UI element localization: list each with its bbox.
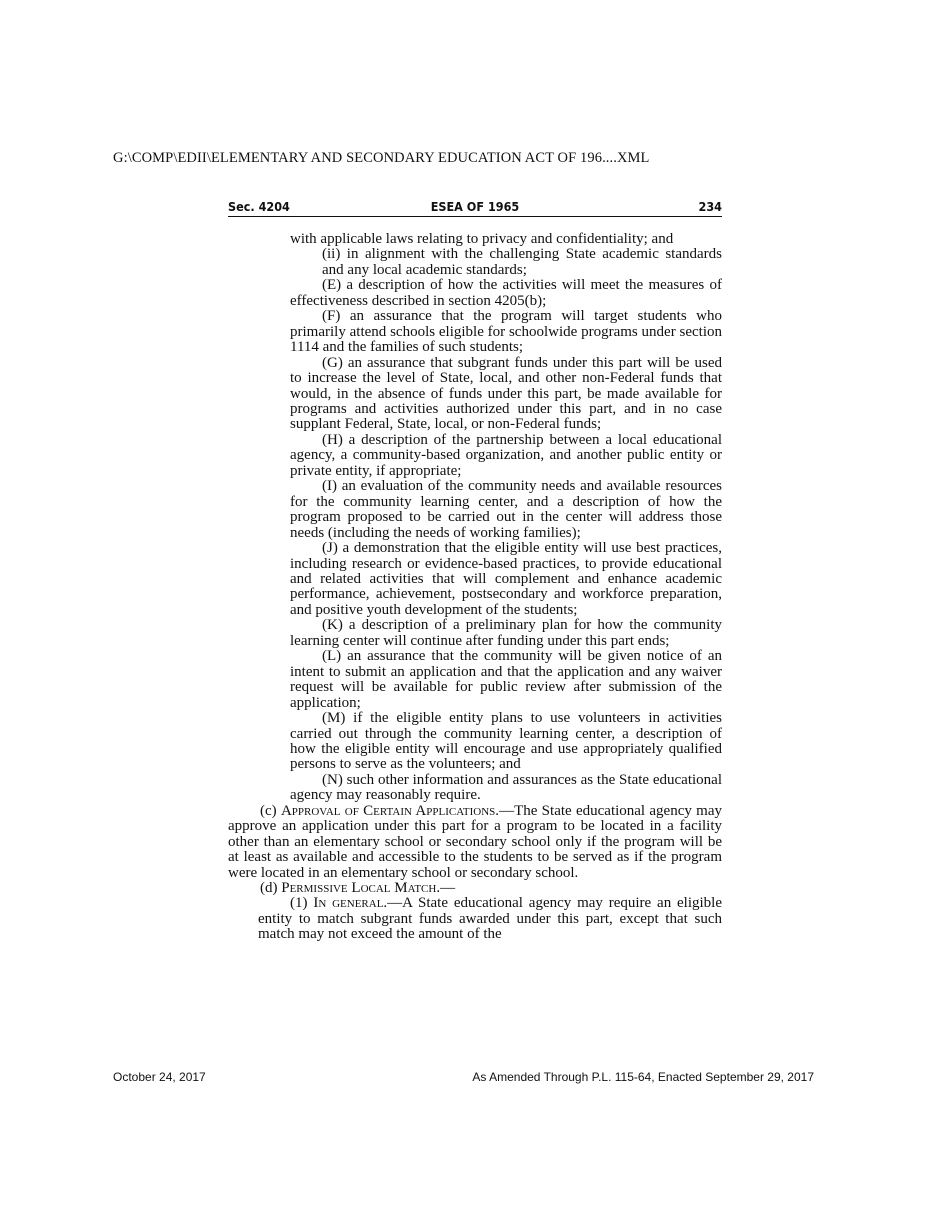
statute-body: [228, 232, 722, 943]
paragraph-d1: [258, 896, 722, 942]
subsection-c-text: —The State educational agency may approve an application under this part for a program to be located in a facility other than an elementary school or secondary school only if the program will be at least as available and accessible to the students to be served as if the program were located in an elementary school or secondary school.: [228, 802, 722, 881]
subsection-d-dash: —: [440, 880, 456, 897]
paragraph-d1-text: —A State educational agency may require an eligible entity to match subgrant funds awarded under this part, except that such match may not exceed the amount of the: [258, 895, 723, 943]
paragraph-d1-label: (1): [290, 895, 314, 912]
subparagraph-l: (L) an assurance that the community will be given notice of an intent to submit an application and that the application and any waiver request will be available for public review after submission of the application;: [290, 648, 722, 711]
subparagraph-h: (H) a description of the partnership between a local educational agency, a community-based organization, and another public entity or private entity, if appropriate;: [290, 431, 722, 479]
subparagraph-n: (N) such other information and assurances as the State educational agency may reasonably require.: [290, 771, 722, 804]
subsection-d-heading: Permissive Local Match.: [281, 880, 441, 897]
subparagraph-e: (E) a description of how the activities will meet the measures of effectiveness described in section 4205(b);: [290, 277, 722, 309]
subparagraph-i: (I) an evaluation of the community needs and available resources for the community learning center, and a description of how the program proposed to be carried out in the center will address those needs (including the needs of working families);: [290, 478, 722, 541]
page-number: 234: [698, 199, 722, 214]
section-number: Sec. 4204: [228, 199, 290, 214]
subsection-c-label: (c): [260, 802, 281, 819]
subsection-d-label: (d): [260, 880, 282, 897]
subparagraph-m: (M) if the eligible entity plans to use volunteers in activities carried out through the community learning center, a description of how the eligible entity will encourage and use appropriately qualified persons to serve as the volunteers; and: [290, 710, 722, 773]
file-path-header: G:\COMP\EDII\ELEMENTARY AND SECONDARY EDUCATION ACT OF 196....XML: [113, 150, 650, 166]
act-title: ESEA OF 1965: [430, 199, 520, 214]
subsection-c-heading: Approval of Certain Applications.: [280, 802, 500, 819]
running-head: [228, 198, 722, 217]
paragraph-continuation: with applicable laws relating to privacy and confidentiality; and: [290, 231, 674, 247]
clause-ii: [322, 247, 722, 278]
paragraph-d1-heading: In general.: [313, 895, 388, 912]
subparagraph-k: (K) a description of a preliminary plan for how the community learning center will continue after funding under this part ends;: [290, 617, 722, 649]
subsection-d: [228, 881, 722, 896]
clause-ii-text: (ii) in alignment with the challenging State academic standards and any local academic standards;: [322, 246, 722, 278]
footer-date: October 24, 2017: [113, 1070, 206, 1084]
footer-amended-note: As Amended Through P.L. 115-64, Enacted September 29, 2017: [472, 1070, 814, 1084]
subparagraph-g: (G) an assurance that subgrant funds under this part will be used to increase the level of State, local, and other non-Federal funds that would, in the absence of funds under this part, be made available for programs and activities authorized under this part, and in no case supplant Federal, State, local, or non-Federal funds;: [290, 354, 722, 433]
subparagraph-f: (F) an assurance that the program will target students who primarily attend schools eligible for schoolwide programs under section 1114 and the families of such students;: [290, 308, 722, 356]
subparagraph-j: (J) a demonstration that the eligible entity will use best practices, including research or evidence-based practices, to provide educational and related activities that will complement and enhance academic performance, achievement, postsecondary and workforce preparation, and positive youth development of the students;: [290, 540, 722, 618]
subsection-c: [228, 804, 722, 881]
